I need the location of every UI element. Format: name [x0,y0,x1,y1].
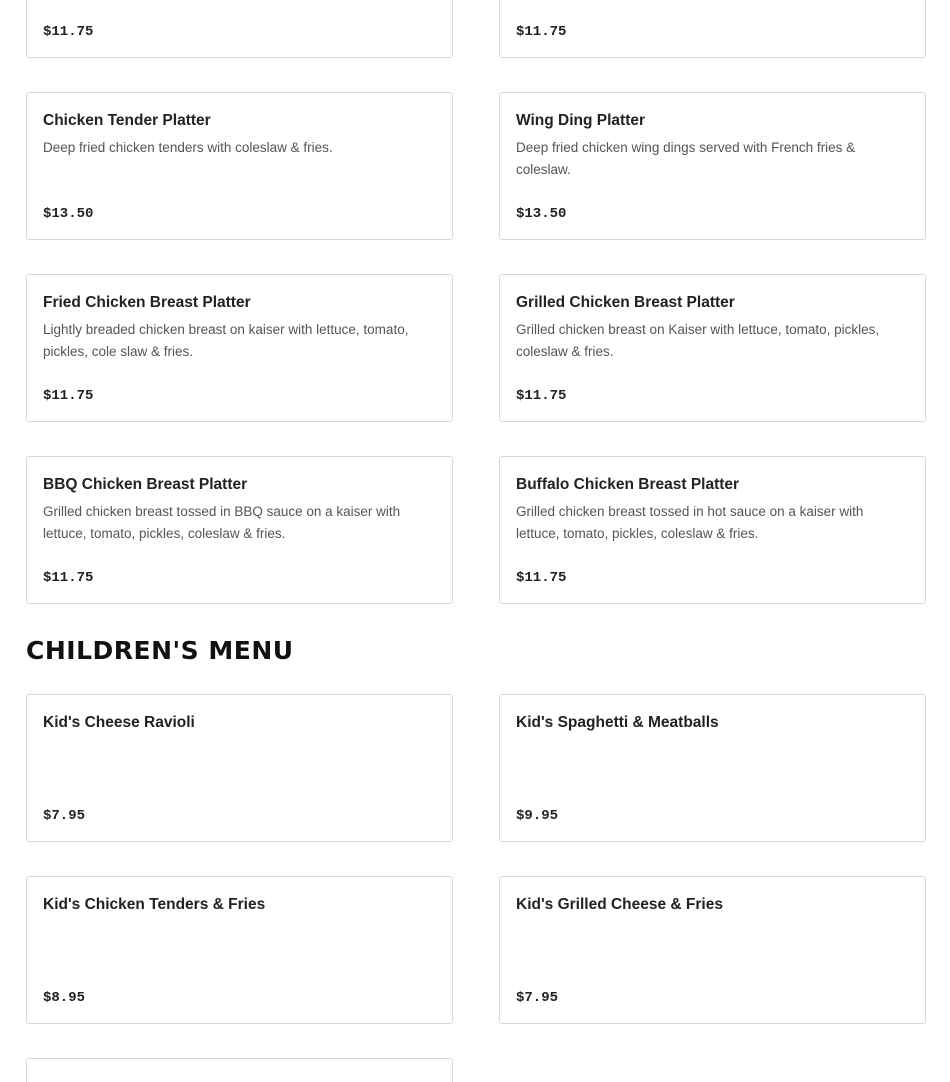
menu-item-card[interactable] [499,694,926,842]
menu-item-name: Kid's Spaghetti & Meatballs [516,714,719,731]
menu-item-name: Grilled Chicken Breast Platter [516,294,735,311]
menu-item-description: Grilled chicken breast tossed in BBQ sauce on a kaiser with lettuce, tomato, pickles, coleslaw & fries. [43,504,401,541]
menu-item-price: $9.95 [516,808,559,824]
menu-item-description: Grilled chicken breast tossed in hot sauce on a kaiser with lettuce, tomato, pickles, coleslaw & fries. [516,504,864,541]
menu-item-card[interactable] [499,876,926,1024]
menu-item-description: Grilled chicken breast on Kaiser with lettuce, tomato, pickles, coleslaw & fries. [516,322,880,359]
menu-item-name: Wing Ding Platter [516,112,646,129]
menu-item-card[interactable] [499,92,926,240]
menu-item-name: Kid's Cheese Ravioli [43,714,195,731]
menu-item-card[interactable] [499,274,926,422]
menu-item-price: $13.50 [516,206,567,222]
menu-item-price: $11.75 [516,388,567,404]
menu-item-card[interactable] [26,876,453,1024]
menu-item-price: $13.50 [43,206,94,222]
menu-item-name: Buffalo Chicken Breast Platter [516,476,740,493]
menu-item-card[interactable] [26,694,453,842]
menu-item-name: Kid's Chicken Tenders & Fries [43,896,266,913]
menu-item-card[interactable] [26,92,453,240]
menu-item-name: Fried Chicken Breast Platter [43,294,251,311]
menu-item-card[interactable] [26,0,453,58]
menu-item-card[interactable] [499,0,926,58]
menu-item-price: $11.75 [43,24,94,40]
menu-item-name: BBQ Chicken Breast Platter [43,476,248,493]
menu-item-name: Chicken Tender Platter [43,112,211,129]
menu-item-card[interactable] [499,456,926,604]
menu-item-price: $11.75 [43,388,94,404]
menu-item-price: $7.95 [516,990,559,1006]
menu-item-card[interactable] [26,456,453,604]
menu-item-price: $8.95 [43,990,86,1006]
menu-item-price: $11.75 [43,570,94,586]
menu-item-card[interactable] [26,1058,453,1082]
menu-item-name: Kid's Grilled Cheese & Fries [516,896,723,913]
menu-item-description: Deep fried chicken wing dings served with French fries & coleslaw. [516,140,856,177]
menu-item-description: Deep fried chicken tenders with coleslaw & fries. [43,140,333,155]
menu-item-price: $11.75 [516,570,567,586]
menu-item-price: $11.75 [516,24,567,40]
menu-item-price: $7.95 [43,808,86,824]
menu-item-description: Lightly breaded chicken breast on kaiser with lettuce, tomato, pickles, cole slaw & fries. [43,322,409,359]
menu-item-card[interactable] [26,274,453,422]
section-heading-childrens-menu: CHILDREN'S MENU [26,636,294,665]
